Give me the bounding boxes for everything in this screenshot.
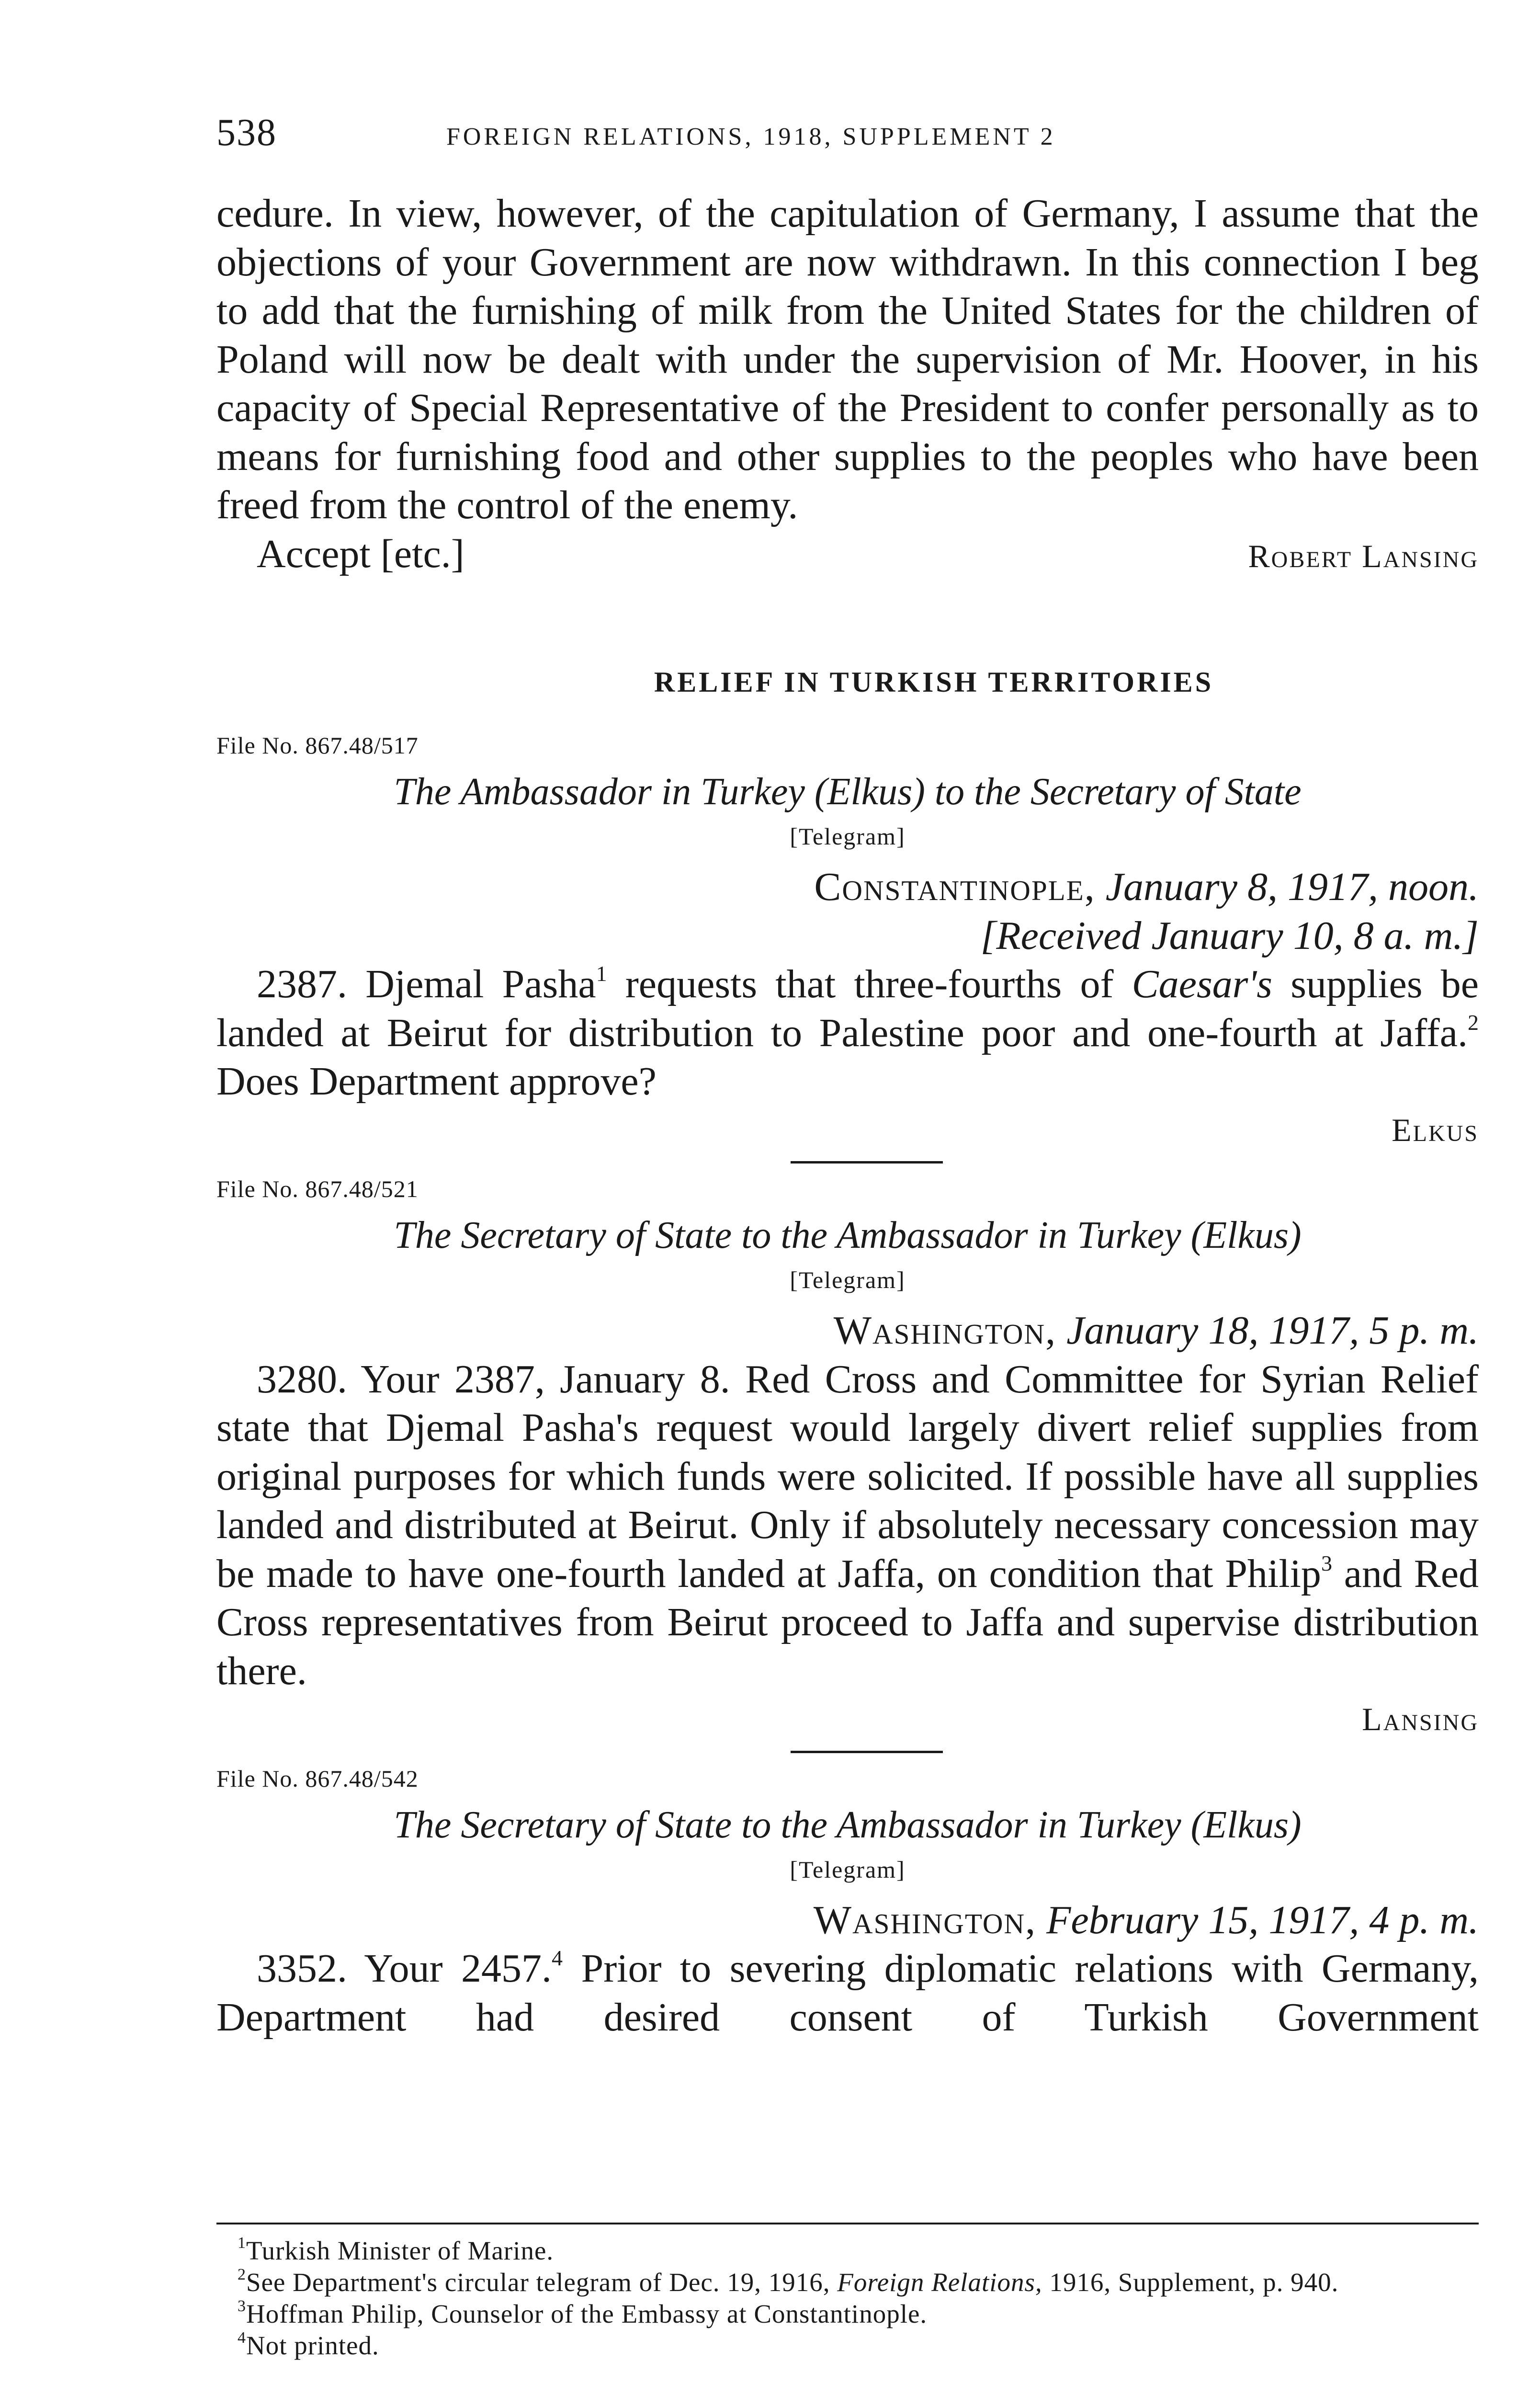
page-body [216, 189, 1479, 2041]
footnote-2-text-a: See Department's circular telegram of Dec. 19, 1916, [246, 2268, 830, 2297]
doc1-text-c: supplies be landed at Beirut for distribution to Palestine poor and one-fourth at Jaffa. [216, 962, 1479, 1055]
footnote-3-mark: 3 [238, 2297, 246, 2315]
doc1-received-text: [Received January 10, 8 a. m.] [980, 913, 1479, 958]
doc2-file-number: File No. 867.48/521 [216, 1175, 419, 1202]
doc1-number: 2387. [257, 962, 347, 1006]
doc2-place: Washington, [833, 1308, 1057, 1353]
doc3-body [216, 1944, 1479, 2041]
letter-end-paragraph: cedure. In view, however, of the capitulation of Germany, I assume that the objections of your Government are now withdrawn. In this connection I beg to add that the furnishing of milk from the United States for the children of Poland will now be dealt with under the supervision of Mr. Hoover, in his capacity of Special Representative of the President to confer personally as to means for furnishing food and other supplies to the peoples who have been freed from the control of the enemy. [216, 191, 1479, 527]
doc2-date: January 18, 1917, 5 p. m. [1066, 1308, 1479, 1353]
doc1-text-b: requests that three-fourths of [625, 962, 1114, 1006]
letter-closing: Accept [etc.] [257, 531, 464, 576]
page-number: 538 [216, 112, 277, 154]
doc1-ship-name: Caesar's [1132, 962, 1272, 1006]
separator-rule [791, 1751, 943, 1753]
doc3-file-number: File No. 867.48/542 [216, 1765, 419, 1792]
running-title: FOREIGN RELATIONS, 1918, SUPPLEMENT 2 [446, 123, 1056, 150]
section-title: RELIEF IN TURKISH TERRITORIES [654, 666, 1214, 698]
doc2-footnote-ref-3: 3 [1321, 1551, 1332, 1575]
doc3-dateline [216, 1896, 1479, 1945]
doc1-body [216, 960, 1479, 1106]
footnotes [216, 2235, 1479, 2361]
doc2-telegram-label: [Telegram] [790, 1266, 906, 1293]
doc1-file-number: File No. 867.48/517 [216, 732, 419, 759]
doc1-footnote-ref-1: 1 [596, 961, 607, 986]
letter-signature: Robert Lansing [1248, 537, 1479, 574]
doc1-title: The Ambassador in Turkey (Elkus) to the Secretary of State [394, 771, 1302, 813]
separator-rule [791, 1161, 943, 1163]
footnote-4-mark: 4 [238, 2329, 246, 2347]
footnote-2-text-b: 1916, Supplement, p. 940. [1049, 2268, 1339, 2297]
doc1-text-a: Djemal Pasha [365, 962, 596, 1006]
doc1-text-d: Does Department approve? [216, 1059, 657, 1104]
doc1-place: Constantinople, [814, 865, 1096, 909]
doc3-telegram-label: [Telegram] [790, 1856, 906, 1883]
doc2-dateline [216, 1306, 1479, 1355]
doc2-body [216, 1355, 1479, 1696]
footnote-1 [216, 2235, 1479, 2267]
doc3-text-b: Prior to severing diplomatic relations with Germany, Department had desired consent of Turkish Government [216, 1946, 1479, 2040]
doc2-number: 3280. [257, 1357, 347, 1402]
doc3-number: 3352. [257, 1946, 347, 1991]
footnote-1-mark: 1 [238, 2234, 246, 2252]
doc1-footnote-ref-2: 2 [1468, 1010, 1479, 1035]
footnote-2-italic: Foreign Relations, [837, 2268, 1042, 2297]
footnote-1-text: Turkish Minister of Marine. [246, 2236, 554, 2265]
footnote-rule [216, 2223, 1479, 2224]
footnote-2 [216, 2267, 1479, 2298]
doc3-text-a: Your 2457. [364, 1946, 552, 1991]
doc3-title: The Secretary of State to the Ambassador in Turkey (Elkus) [394, 1803, 1302, 1846]
doc2-title: The Secretary of State to the Ambassador in Turkey (Elkus) [394, 1214, 1302, 1256]
doc1-telegram-label: [Telegram] [790, 823, 906, 850]
doc3-footnote-ref-4: 4 [552, 1946, 563, 1970]
footnote-3-text: Hoffman Philip, Counselor of the Embassy at Constantinople. [246, 2299, 928, 2328]
doc1-date: January 8, 1917, noon. [1105, 865, 1479, 909]
letter-closing-line [216, 530, 1479, 581]
page-header [216, 111, 1479, 159]
doc1-received [216, 912, 1479, 960]
doc1-signature: Elkus [1392, 1111, 1479, 1148]
doc3-date: February 15, 1917, 4 p. m. [1046, 1897, 1479, 1942]
doc3-place: Washington, [813, 1897, 1037, 1942]
doc2-text-a: Your 2387, January 8. Red Cross and Committee for Syrian Relief state that Djemal Pasha's request would largely divert relief supplies from original purposes for which funds were solicited. If possible have all supplies landed and distributed at Beirut. Only if absolutely necessary concession may be made to have one-fourth landed at Jaffa, on condition that Philip [216, 1357, 1479, 1596]
footnote-3 [216, 2298, 1479, 2330]
footnote-2-mark: 2 [238, 2266, 246, 2283]
doc2-signature: Lansing [1362, 1701, 1479, 1737]
footnote-4-text: Not printed. [246, 2331, 379, 2360]
doc2-text-b: and Red Cross representatives from Beirut proceed to Jaffa and supervise distribution there. [216, 1551, 1479, 1693]
footnote-4 [216, 2330, 1479, 2361]
doc1-dateline [216, 863, 1479, 912]
